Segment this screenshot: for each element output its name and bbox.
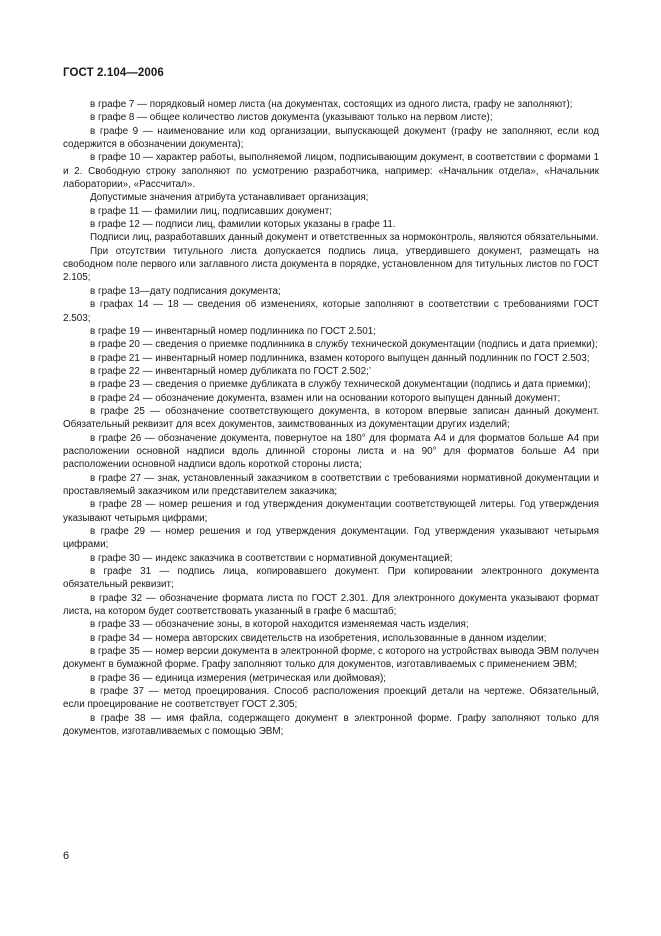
paragraph: в графе 30 — индекс заказчика в соответствии с нормативной документацией; bbox=[90, 552, 453, 564]
paragraph: в графе 31 — подпись лица, копировавшего документ. При копировании электронного документа обязательный реквизит; bbox=[63, 566, 599, 591]
paragraph: в графе 26 — обозначение документа, повернутое на 180° для формата А4 и для форматов больше А4 при расположении основной надписи вдоль длинной стороны листа и на 90° для форматов больше А4 при расположении основной надписи вдоль короткой стороны листа; bbox=[63, 432, 599, 471]
paragraph: в графе 28 — номер решения и год утверждения документации соответствующей литеры. Год утверждения указывают четырьмя цифрами; bbox=[63, 499, 599, 524]
paragraph: в графе 33 — обозначение зоны, в которой находится изменяемая часть изделия; bbox=[90, 619, 469, 631]
paragraph: в графе 24 — обозначение документа, взамен или на основании которого выпущен данный документ; bbox=[90, 392, 561, 404]
paragraph: в графе 21 — инвентарный номер подлинника, взамен которого выпущен данный подлинник по ГОСТ 2.503; bbox=[90, 352, 590, 364]
paragraph: в графе 12 — подписи лиц, фамилии которых указаны в графе 11. bbox=[90, 219, 396, 231]
paragraph: в графе 27 — знак, установленный заказчиком в соответствии с требованиями нормативной документации и проставляемый заказчиком или представителем заказчика; bbox=[63, 472, 599, 497]
paragraph: в графе 29 — номер решения и год утверждения документации. Год утверждения указывают четырьмя цифрами; bbox=[63, 526, 599, 551]
paragraph: При отсутствии титульного листа допускается подпись лица, утвердившего документ, размещать на свободном поле первого или заглавного листа документа в порядке, установленном для титульных листов по ГОСТ 2.105; bbox=[63, 245, 599, 284]
paragraph: в графах 14 — 18 — сведения об изменениях, которые заполняют в соответствии с требованиями ГОСТ 2.503; bbox=[63, 299, 599, 324]
page-header-title: ГОСТ 2.104—2006 bbox=[63, 67, 164, 79]
document-body bbox=[63, 98, 599, 739]
paragraph: в графе 25 — обозначение соответствующего документа, в котором впервые записан данный документ. Обязательный реквизит для всех документов, заимствованных из документации других изделий; bbox=[63, 405, 599, 431]
paragraph: Допустимые значения атрибута устанавливает организация; bbox=[90, 192, 369, 204]
paragraph: в графе 9 — наименование или код организации, выпускающей документ (графу не заполняют, если код содержится в обозначении документа); bbox=[63, 125, 599, 151]
paragraph: в графе 7 — порядковый номер листа (на документах, состоящих из одного листа, графу не заполняют); bbox=[90, 99, 573, 110]
paragraph: в графе 35 — номер версии документа в электронной форме, с которого на устройствах вывода ЭВМ получен документ в бумажной форме. Графу заполняют только для документов, изготавливаемых с применением ЭВМ; bbox=[63, 646, 599, 671]
paragraph: в графе 22 — инвентарный номер дубликата по ГОСТ 2.502;’ bbox=[90, 365, 372, 377]
paragraph: в графе 13—дату подписания документа; bbox=[90, 285, 281, 297]
paragraph: в графе 20 — сведения о приемке подлинника в службу технической документации (подпись и дата приемки); bbox=[90, 339, 598, 351]
paragraph: Подписи лиц, разработавших данный документ и ответственных за нормоконтроль, являются обязательными. bbox=[90, 232, 599, 244]
page-number: 6 bbox=[63, 850, 70, 862]
paragraph: в графе 10 — характер работы, выполняемой лицом, подписывающим документ, в соответствии с формами 1 и 2. Свободную строку заполняют по усмотрению разработчика, например: «Начальник отдела», «Начальник лаборатории», «Рассчитал». bbox=[63, 152, 599, 191]
paragraph: в графе 11 — фамилии лиц, подписавших документ; bbox=[90, 205, 332, 217]
paragraph: в графе 34 — номера авторских свидетельств на изобретения, использованные в данном изделии; bbox=[90, 632, 547, 644]
paragraph: в графе 8 — общее количество листов документа (указывают только на первом листе); bbox=[90, 112, 493, 124]
paragraph: в графе 19 — инвентарный номер подлинника по ГОСТ 2.501; bbox=[90, 325, 376, 337]
paragraph: в графе 23 — сведения о приемке дубликата в службу технической документации (подпись и дата приемки); bbox=[90, 379, 591, 391]
paragraph: в графе 36 — единица измерения (метрическая или дюймовая); bbox=[90, 672, 387, 684]
paragraph: в графе 32 — обозначение формата листа по ГОСТ 2.301. Для электронного документа указывают формат листа, на котором будет соответствовать указанный в графе 6 масштаб; bbox=[63, 592, 599, 618]
paragraph: в графе 38 — имя файла, содержащего документ в электронной форме. Графу заполняют только для документов, изготавливаемых с помощью ЭВМ; bbox=[63, 712, 599, 738]
paragraph: в графе 37 — метод проецирования. Способ расположения проекций детали на чертеже. Обязательный, если проецирование не соответствует ГОСТ 2.305; bbox=[63, 686, 599, 711]
